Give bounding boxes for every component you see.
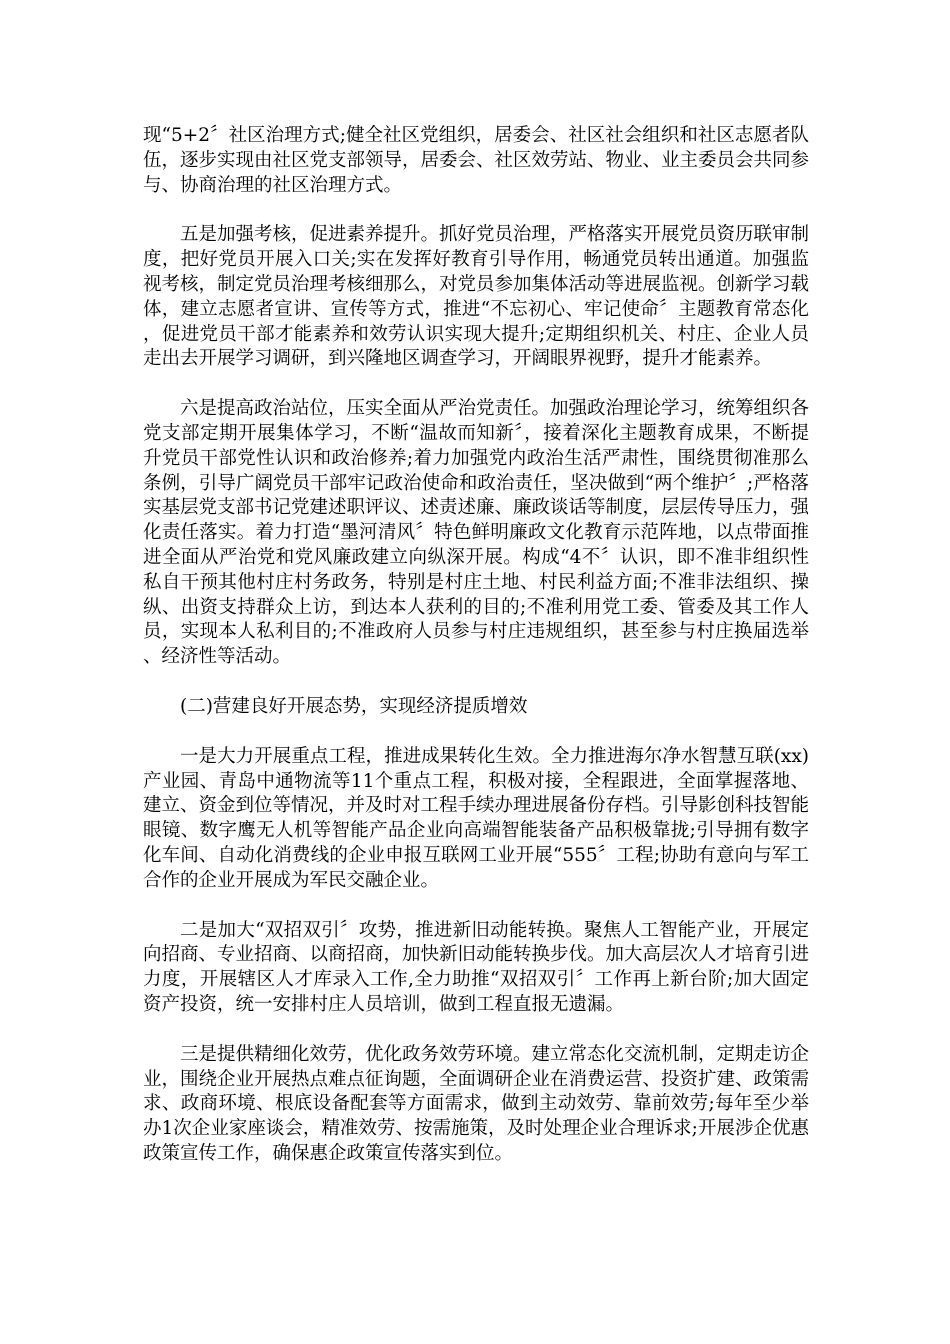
- paragraph-key-projects: 一是大力开展重点工程，推进成果转化生效。全力推进海尔净水智慧互联(xx)产业园、青岛中通物流等11个重点工程，积极对接，全程跟进，全面掌握落地、建立、资金到位等情况，并及时对工程手续办理进展备份存档。引导影创科技智能眼镜、数字鹰无人机等智能产品企业向高端智能装备产品积极靠拢;引导拥有数字化车间、自动化消费线的企业申报互联网工业开展“555〞工程;协助有意向与军工合作的企业开展成为军民交融企业。: [143, 745, 810, 891]
- paragraph-assessment: 五是加强考核，促进素养提升。抓好党员治理，严格落实开展党员资历联审制度，把好党员开展入口关;实在发挥好教育引导作用，畅通党员转出通道。加强监视考核，制定党员治理考核细那么，对党员参加集体活动等进展监视。创新学习载体，建立志愿者宣讲、宣传等方式，推进“不忘初心、牢记使命〞主题教育常态化，促进党员干部才能素养和效劳认识实现大提升;定期组织机关、村庄、企业人员走出去开展学习调研，到兴隆地区调查学习，开阔眼界视野，提升才能素养。: [143, 224, 810, 370]
- document-body: [143, 124, 809, 1192]
- paragraph-political-stance: 六是提高政治站位，压实全面从严治党责任。加强政治理论学习，统筹组织各党支部定期开展集体学习，不断“温故而知新〞，接着深化主题教育成果，不断提升党员干部党性认识和政治修养;着力加强党内政治生活严肃性，围绕贯彻准那么条例，引导广阔党员干部牢记政治使命和政治责任，坚决做到“两个维护〞;严格落实基层党支部书记党建述职评议、述责述廉、廉政谈话等制度，层层传导压力，强化责任落实。着力打造“墨河清风〞特色鲜明廉政文化教育示范阵地，以点带面推进全面从严治党和党风廉政建立向纵深开展。构成“4不〞认识，即不准非组织性私自干预其他村庄村务政务，特别是村庄土地、村民利益方面;不准非法组织、操纵、出资支持群众上访，到达本人获利的目的;不准利用党工委、管委及其工作人员，实现本人私利目的;不准政府人员参与村庄违规组织，甚至参与村庄换届选举、经济性等活动。: [143, 398, 810, 668]
- section-heading-economy: (二)营建良好开展态势，实现经济提质增效: [180, 695, 528, 717]
- paragraph-refined-services: 三是提供精细化效劳，优化政务效劳环境。建立常态化交流机制，定期走访企业，围绕企业开展热点难点征询题，全面调研企业在消费运营、投资扩建、政策需求、政商环境、根底设备配套等方面需求，做到主动效劳、靠前效劳;每年至少举办1次企业家座谈会，精准效劳、按需施策，及时处理企业合理诉求;开展涉企优惠政策宣传工作，确保惠企政策宣传落实到位。: [143, 1043, 810, 1164]
- paragraph-community-governance: 现“5+2〞社区治理方式;健全社区党组织，居委会、社区社会组织和社区志愿者队伍，逐步实现由社区党支部领导，居委会、社区效劳站、物业、业主委员会共同参与、协商治理的社区治理方式。: [143, 125, 810, 196]
- paragraph-investment-talent: 二是加大“双招双引〞攻势，推进新旧动能转换。聚焦人工智能产业，开展定向招商、专业招商、以商招商，加快新旧动能转换步伐。加大高层次人才培育引进力度，开展辖区人才库录入工作,全力助推“双招双引〞工作再上新台阶;加大固定资产投资，统一安排村庄人员培训，做到工程直报无遗漏。: [143, 919, 810, 1015]
